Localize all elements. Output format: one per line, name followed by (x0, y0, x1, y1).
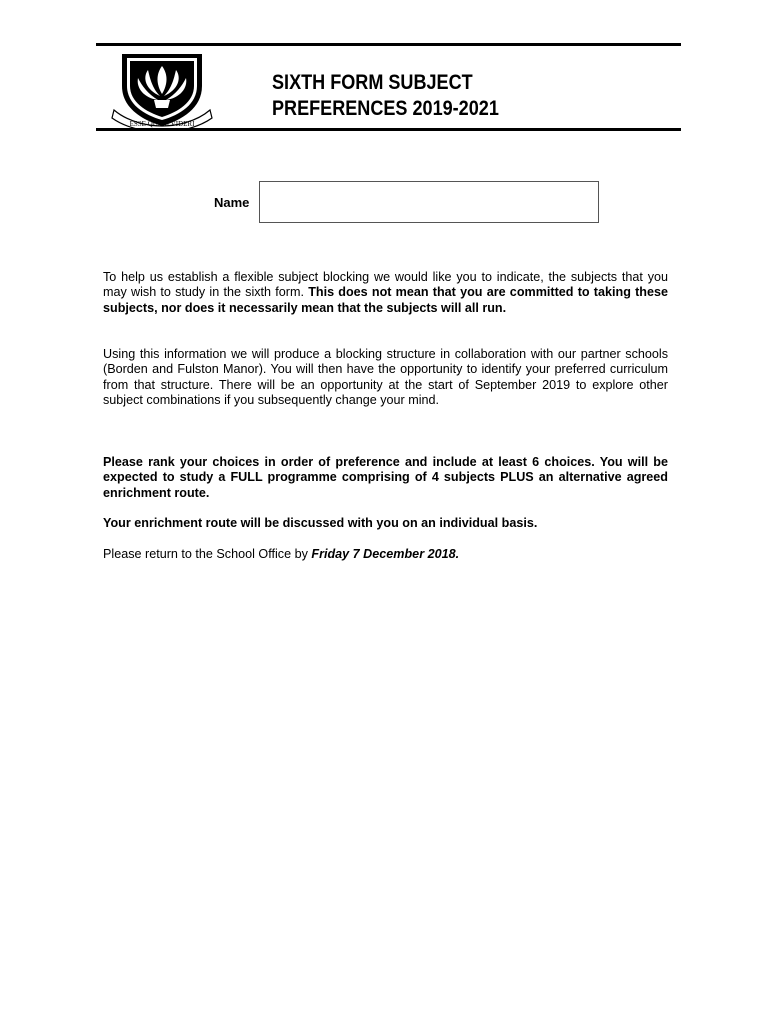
enrichment-note: Your enrichment route will be discussed with you on an individual basis. (103, 516, 538, 530)
intro-paragraph (103, 270, 668, 316)
return-text: Please return to the School Office by (103, 547, 312, 561)
header-bottom-rule (96, 128, 681, 131)
title-line-2: PREFERENCES 2019-2021 (272, 97, 499, 120)
school-crest-logo (108, 48, 216, 128)
name-input-field[interactable] (259, 181, 599, 223)
title-line-1: SIXTH FORM SUBJECT (272, 71, 473, 94)
intro-bold-text: This does not mean that you are committed to taking these subjects, nor does it necessarily mean that the subjects will all run. (103, 285, 668, 315)
intro-text: To help us establish a flexible subject blocking we would like you to indicate, the subjects that you may wish to study in the sixth form. (103, 270, 668, 300)
page-title (272, 70, 530, 122)
return-deadline (103, 547, 668, 562)
crest-motto-text: ESSE QUAM VIDERI (129, 120, 195, 128)
deadline-date: Friday 7 December 2018. (311, 547, 460, 561)
ranking-instructions: Please rank your choices in order of preference and include at least 6 choices. You will be expected to study a FULL programme comprising of 4 subjects PLUS an alternative agreed enrichment route. (103, 455, 668, 500)
blocking-paragraph: Using this information we will produce a blocking structure in collaboration with our partner schools (Borden and Fulston Manor). You will then have the opportunity to identify your preferred curriculum from that structure. There will be an opportunity at the start of September 2019 to explore other subject combinations if you subsequently change your mind. (103, 347, 668, 408)
name-label: Name (214, 195, 250, 210)
header-top-rule (96, 43, 681, 46)
